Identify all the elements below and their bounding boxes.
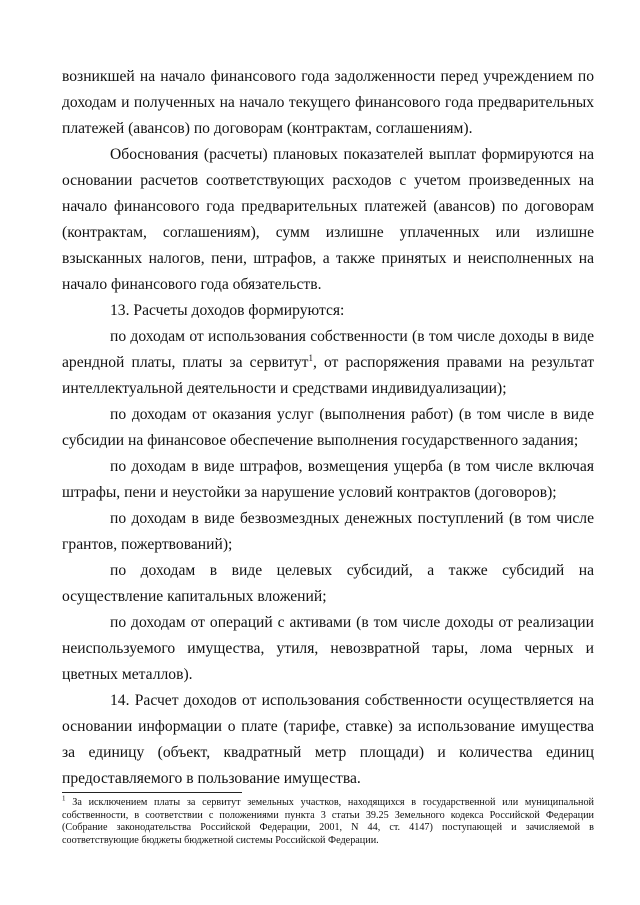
- property-income-text-start: по доходам от использования собственности (в том числе доходы в виде арендной платы, платы за сервитут: [62, 328, 594, 371]
- footnote-marker: 1: [62, 794, 66, 803]
- paragraph-assets-income: по доходам от операций с активами (в том числе доходы от реализации неиспользуемого имущества, утиля, невозвратной тары, лома черных и цветных металлов).: [62, 614, 594, 683]
- paragraph-grants-income: по доходам в виде безвозмездных денежных поступлений (в том числе грантов, пожертвований);: [62, 510, 594, 553]
- paragraph-payments-justification: Обоснования (расчеты) плановых показателей выплат формируются на основании расчетов соответствующих расходов с учетом произведенных на начало финансового года предварительных платежей (авансов) по договорам (контрактам, соглашениям), сумм излишне уплаченных или излишне взысканных налогов, пени, штрафов, а также принятых и неисполненных на начало финансового года обязательств.: [62, 146, 594, 293]
- footnote-divider: [62, 792, 242, 793]
- paragraph-item-14: 14. Расчет доходов от использования собственности осуществляется на основании информации о плате (тарифе, ставке) за использование имущества за единицу (объект, квадратный метр площади) и количества единиц предоставляемого в пользование имущества.: [62, 692, 594, 787]
- paragraph-services-income: по доходам от оказания услуг (выполнения работ) (в том числе в виде субсидии на финансовое обеспечение выполнения государственного задания;: [62, 406, 594, 449]
- footnote-text: За исключением платы за сервитут земельных участков, находящихся в государственной или муниципальной собственности, в соответствии с положениями пункта 3 статьи 39.25 Земельного кодекса Российской Федерации (Собрание законодательства Российской Федерации, 2001, N 44, ст. 4147) поступающей и зачисляемой в соответствующие бюджеты бюджетной системы Российской Федерации.: [62, 797, 595, 846]
- paragraph-property-income: [62, 324, 594, 402]
- footnote-reference: 1: [308, 352, 313, 363]
- paragraph-subsidies-income: по доходам в виде целевых субсидий, а также субсидий на осуществление капитальных вложений;: [62, 562, 594, 605]
- footnote: [62, 794, 595, 847]
- property-income-text-end: , от распоряжения правами на результат интеллектуальной деятельности и средствами индивидуализации);: [62, 354, 595, 397]
- paragraph-fines-income: по доходам в виде штрафов, возмещения ущерба (в том числе включая штрафы, пени и неустойки за нарушение условий контрактов (договоров);: [62, 458, 594, 501]
- paragraph-continuation: возникшей на начало финансового года задолженности перед учреждением по доходам и полученных на начало текущего финансового года предварительных платежей (авансов) по договорам (контрактам, соглашениям).: [62, 68, 594, 137]
- body-text: [62, 64, 594, 792]
- paragraph-item-13-heading: 13. Расчеты доходов формируются:: [110, 302, 345, 319]
